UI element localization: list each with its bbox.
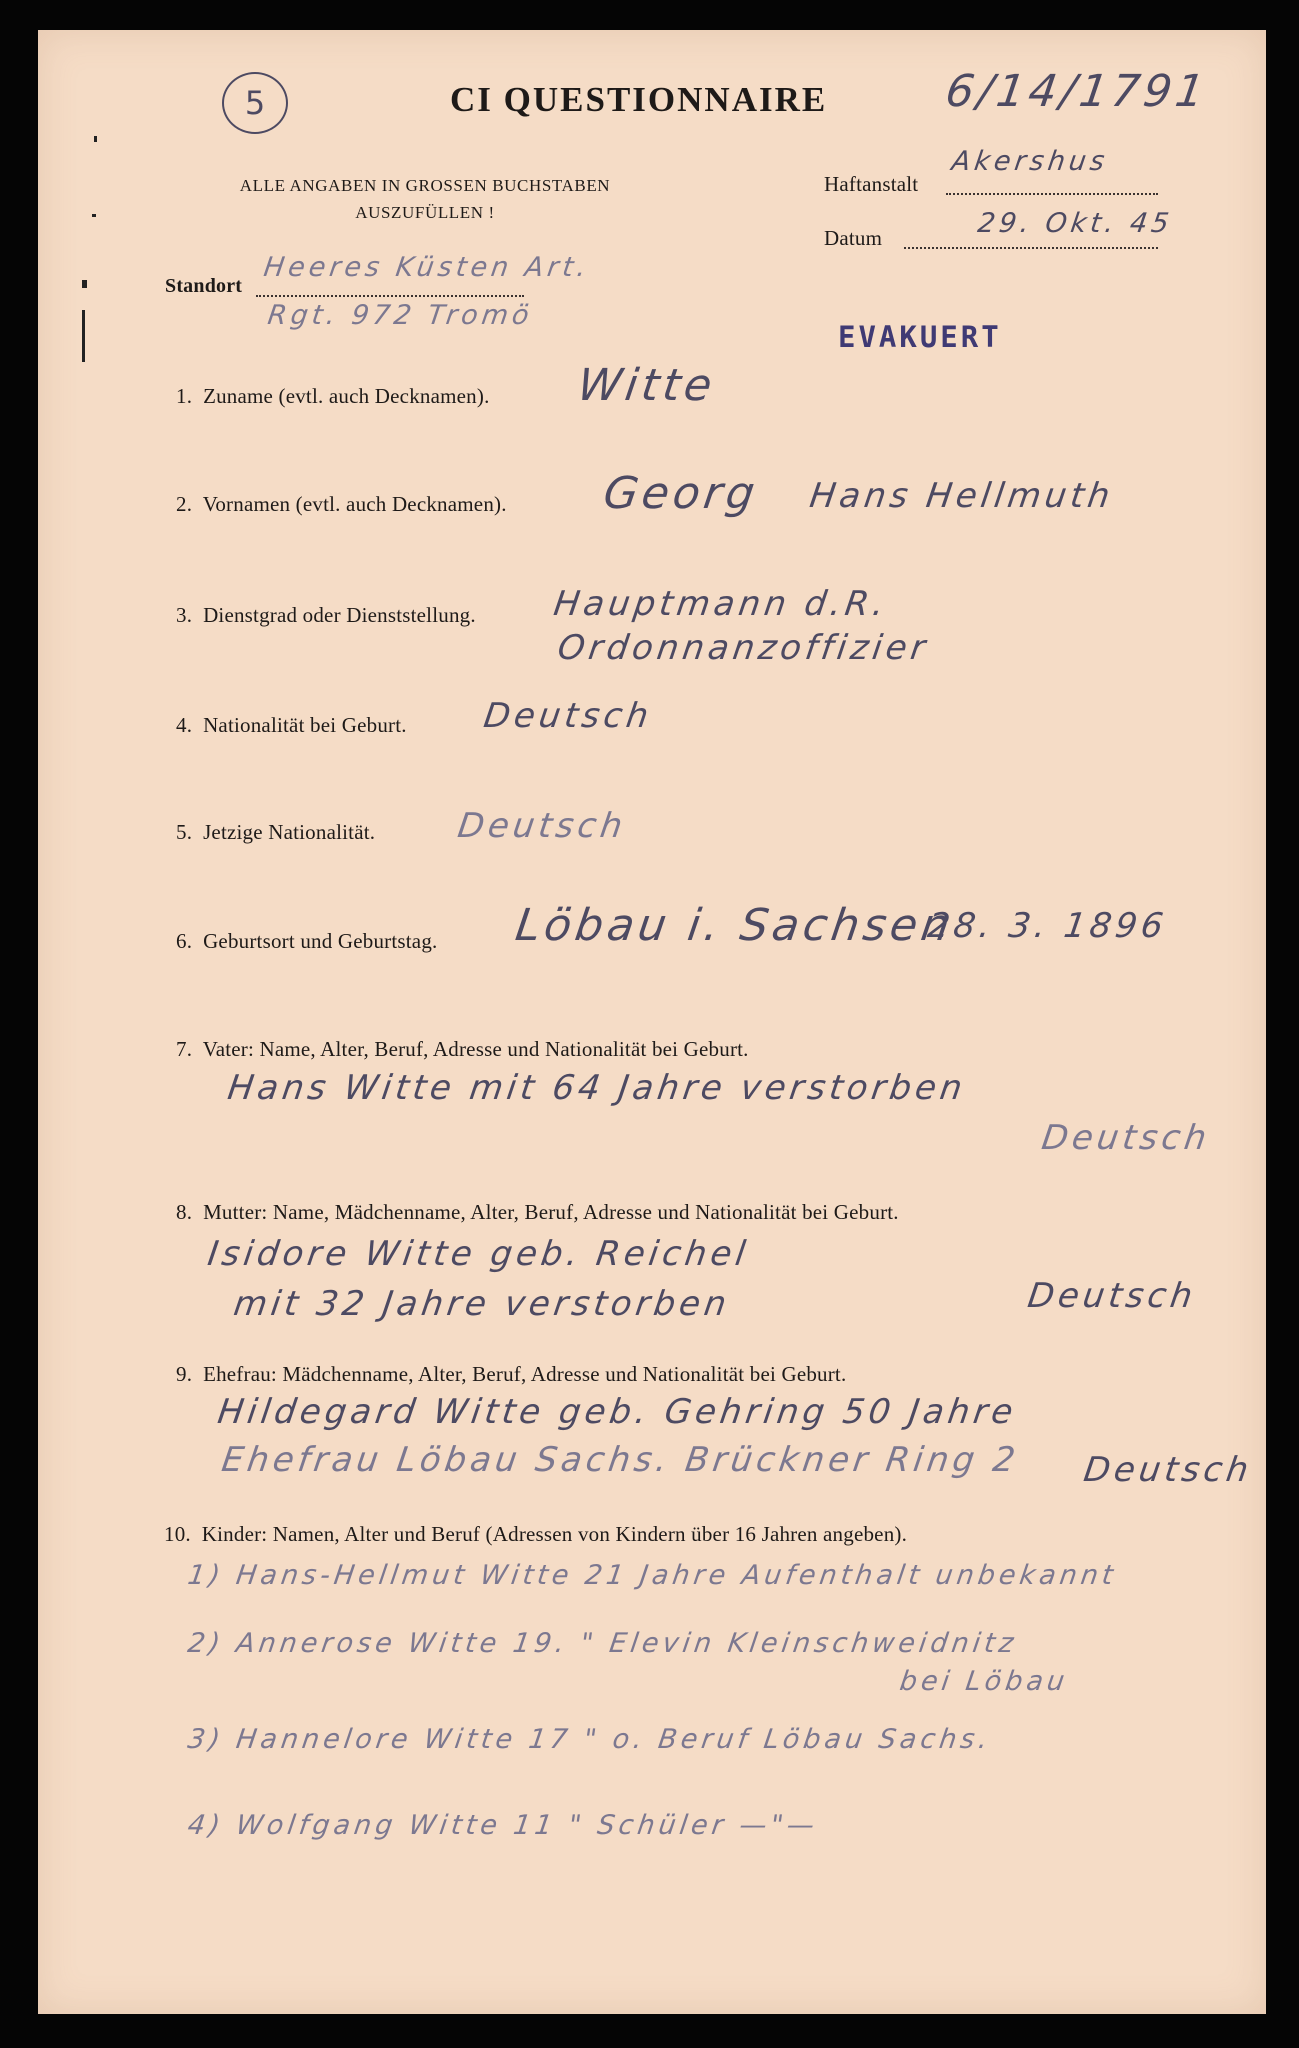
question-10: [164, 1522, 907, 1547]
answer-10-child-3: 3) Hannelore Witte 17 " o. Beruf Löbau Sachs.: [185, 1724, 994, 1755]
answer-9-wife-nationality: Deutsch: [1081, 1450, 1255, 1490]
answer-7-father-nationality: Deutsch: [1039, 1118, 1213, 1158]
answer-8-mother-nationality: Deutsch: [1025, 1276, 1199, 1316]
haftanstalt-line: [946, 193, 1158, 195]
question-1: [176, 384, 490, 409]
question-2: [176, 492, 507, 517]
question-number: 5.: [176, 820, 193, 844]
datum-label: Datum: [824, 226, 883, 250]
instruction-line-1: ALLE ANGABEN IN GROSSEN BUCHSTABEN: [239, 176, 611, 195]
question-6: [176, 929, 437, 954]
question-3: [176, 603, 476, 628]
form-title: CI QUESTIONNAIRE: [450, 80, 828, 119]
instruction-text: [160, 172, 690, 226]
question-number: 2.: [176, 492, 193, 516]
question-number: 9.: [176, 1362, 193, 1386]
binding-mark: [92, 214, 96, 217]
question-number: 1.: [176, 384, 193, 408]
question-number: 6.: [176, 929, 193, 953]
evakuert-stamp: EVAKUERT: [838, 320, 1002, 354]
answer-10-child-4: 4) Wolfgang Witte 11 " Schüler —"—: [185, 1810, 821, 1841]
question-label: Zuname (evtl. auch Decknamen).: [203, 384, 490, 408]
question-8: [176, 1200, 899, 1225]
standort-label: Standort: [165, 275, 243, 297]
datum-line: [904, 247, 1158, 249]
answer-7-father: Hans Witte mit 64 Jahre verstorben: [225, 1068, 969, 1108]
question-label: Jetzige Nationalität.: [203, 820, 376, 844]
answer-9-wife-address: Ehefrau Löbau Sachs. Brückner Ring 2: [219, 1440, 1022, 1480]
standort-line: [256, 295, 524, 297]
answer-2-first-name: Georg: [600, 468, 762, 519]
questionnaire-page: [38, 30, 1266, 2014]
datum-value: 29. Okt. 45: [975, 208, 1175, 239]
answer-8-mother-deceased: mit 32 Jahre verstorben: [231, 1284, 733, 1324]
question-9: [176, 1362, 846, 1387]
question-label: Vater: Name, Alter, Beruf, Adresse und Nationalität bei Geburt.: [202, 1037, 749, 1061]
question-number: 10.: [164, 1522, 191, 1546]
answer-1-surname: Witte: [574, 360, 719, 411]
question-label: Mutter: Name, Mädchenname, Alter, Beruf, Adresse und Nationalität bei Geburt.: [203, 1200, 899, 1224]
circled-page-number: 5: [222, 72, 288, 134]
question-number: 7.: [176, 1037, 193, 1061]
file-number: 6/14/1791: [942, 66, 1212, 117]
question-number: 4.: [176, 713, 193, 737]
question-number: 3.: [176, 603, 193, 627]
answer-2-middle-names: Hans Hellmuth: [807, 476, 1117, 516]
question-label: Kinder: Namen, Alter und Beruf (Adressen von Kindern über 16 Jahren angeben).: [201, 1522, 908, 1546]
binding-mark: [94, 136, 97, 142]
question-4: [176, 713, 407, 738]
answer-10-child-2: 2) Annerose Witte 19. " Elevin Kleinschweidnitz: [185, 1628, 1020, 1659]
answer-5-current-nationality: Deutsch: [455, 806, 629, 846]
answer-6-birthdate: 28. 3. 1896: [925, 906, 1170, 946]
instruction-line-2: AUSZUFÜLLEN !: [355, 203, 495, 222]
haftanstalt-value: Akershus: [949, 146, 1111, 177]
answer-9-wife-name: Hildegard Witte geb. Gehring 50 Jahre: [215, 1392, 1020, 1432]
answer-4-nationality-birth: Deutsch: [481, 696, 655, 736]
answer-6-birthplace: Löbau i. Sachsen: [512, 900, 957, 951]
haftanstalt-label: Haftanstalt: [824, 172, 919, 196]
standort-value-line-2: Rgt. 972 Tromö: [265, 300, 535, 331]
question-label: Dienstgrad oder Dienststellung.: [203, 603, 476, 627]
question-label: Nationalität bei Geburt.: [203, 713, 407, 737]
question-number: 8.: [176, 1200, 193, 1224]
standort-value-line-1: Heeres Küsten Art.: [261, 252, 592, 283]
answer-8-mother-name: Isidore Witte geb. Reichel: [205, 1234, 752, 1274]
question-label: Ehefrau: Mädchenname, Alter, Beruf, Adresse und Nationalität bei Geburt.: [203, 1362, 847, 1386]
answer-3-rank: Hauptmann d.R.: [551, 584, 891, 624]
binding-mark: [82, 310, 85, 362]
answer-10-child-2-place: bei Löbau: [897, 1666, 1071, 1697]
question-7: [176, 1037, 749, 1062]
question-5: [176, 820, 375, 845]
binding-mark: [82, 280, 87, 288]
answer-10-child-1: 1) Hans-Hellmut Witte 21 Jahre Aufenthalt unbekannt: [185, 1560, 1119, 1591]
question-label: Geburtsort und Geburtstag.: [203, 929, 438, 953]
answer-3-position: Ordonnanzoffizier: [555, 628, 932, 668]
question-label: Vornamen (evtl. auch Decknamen).: [202, 492, 507, 516]
